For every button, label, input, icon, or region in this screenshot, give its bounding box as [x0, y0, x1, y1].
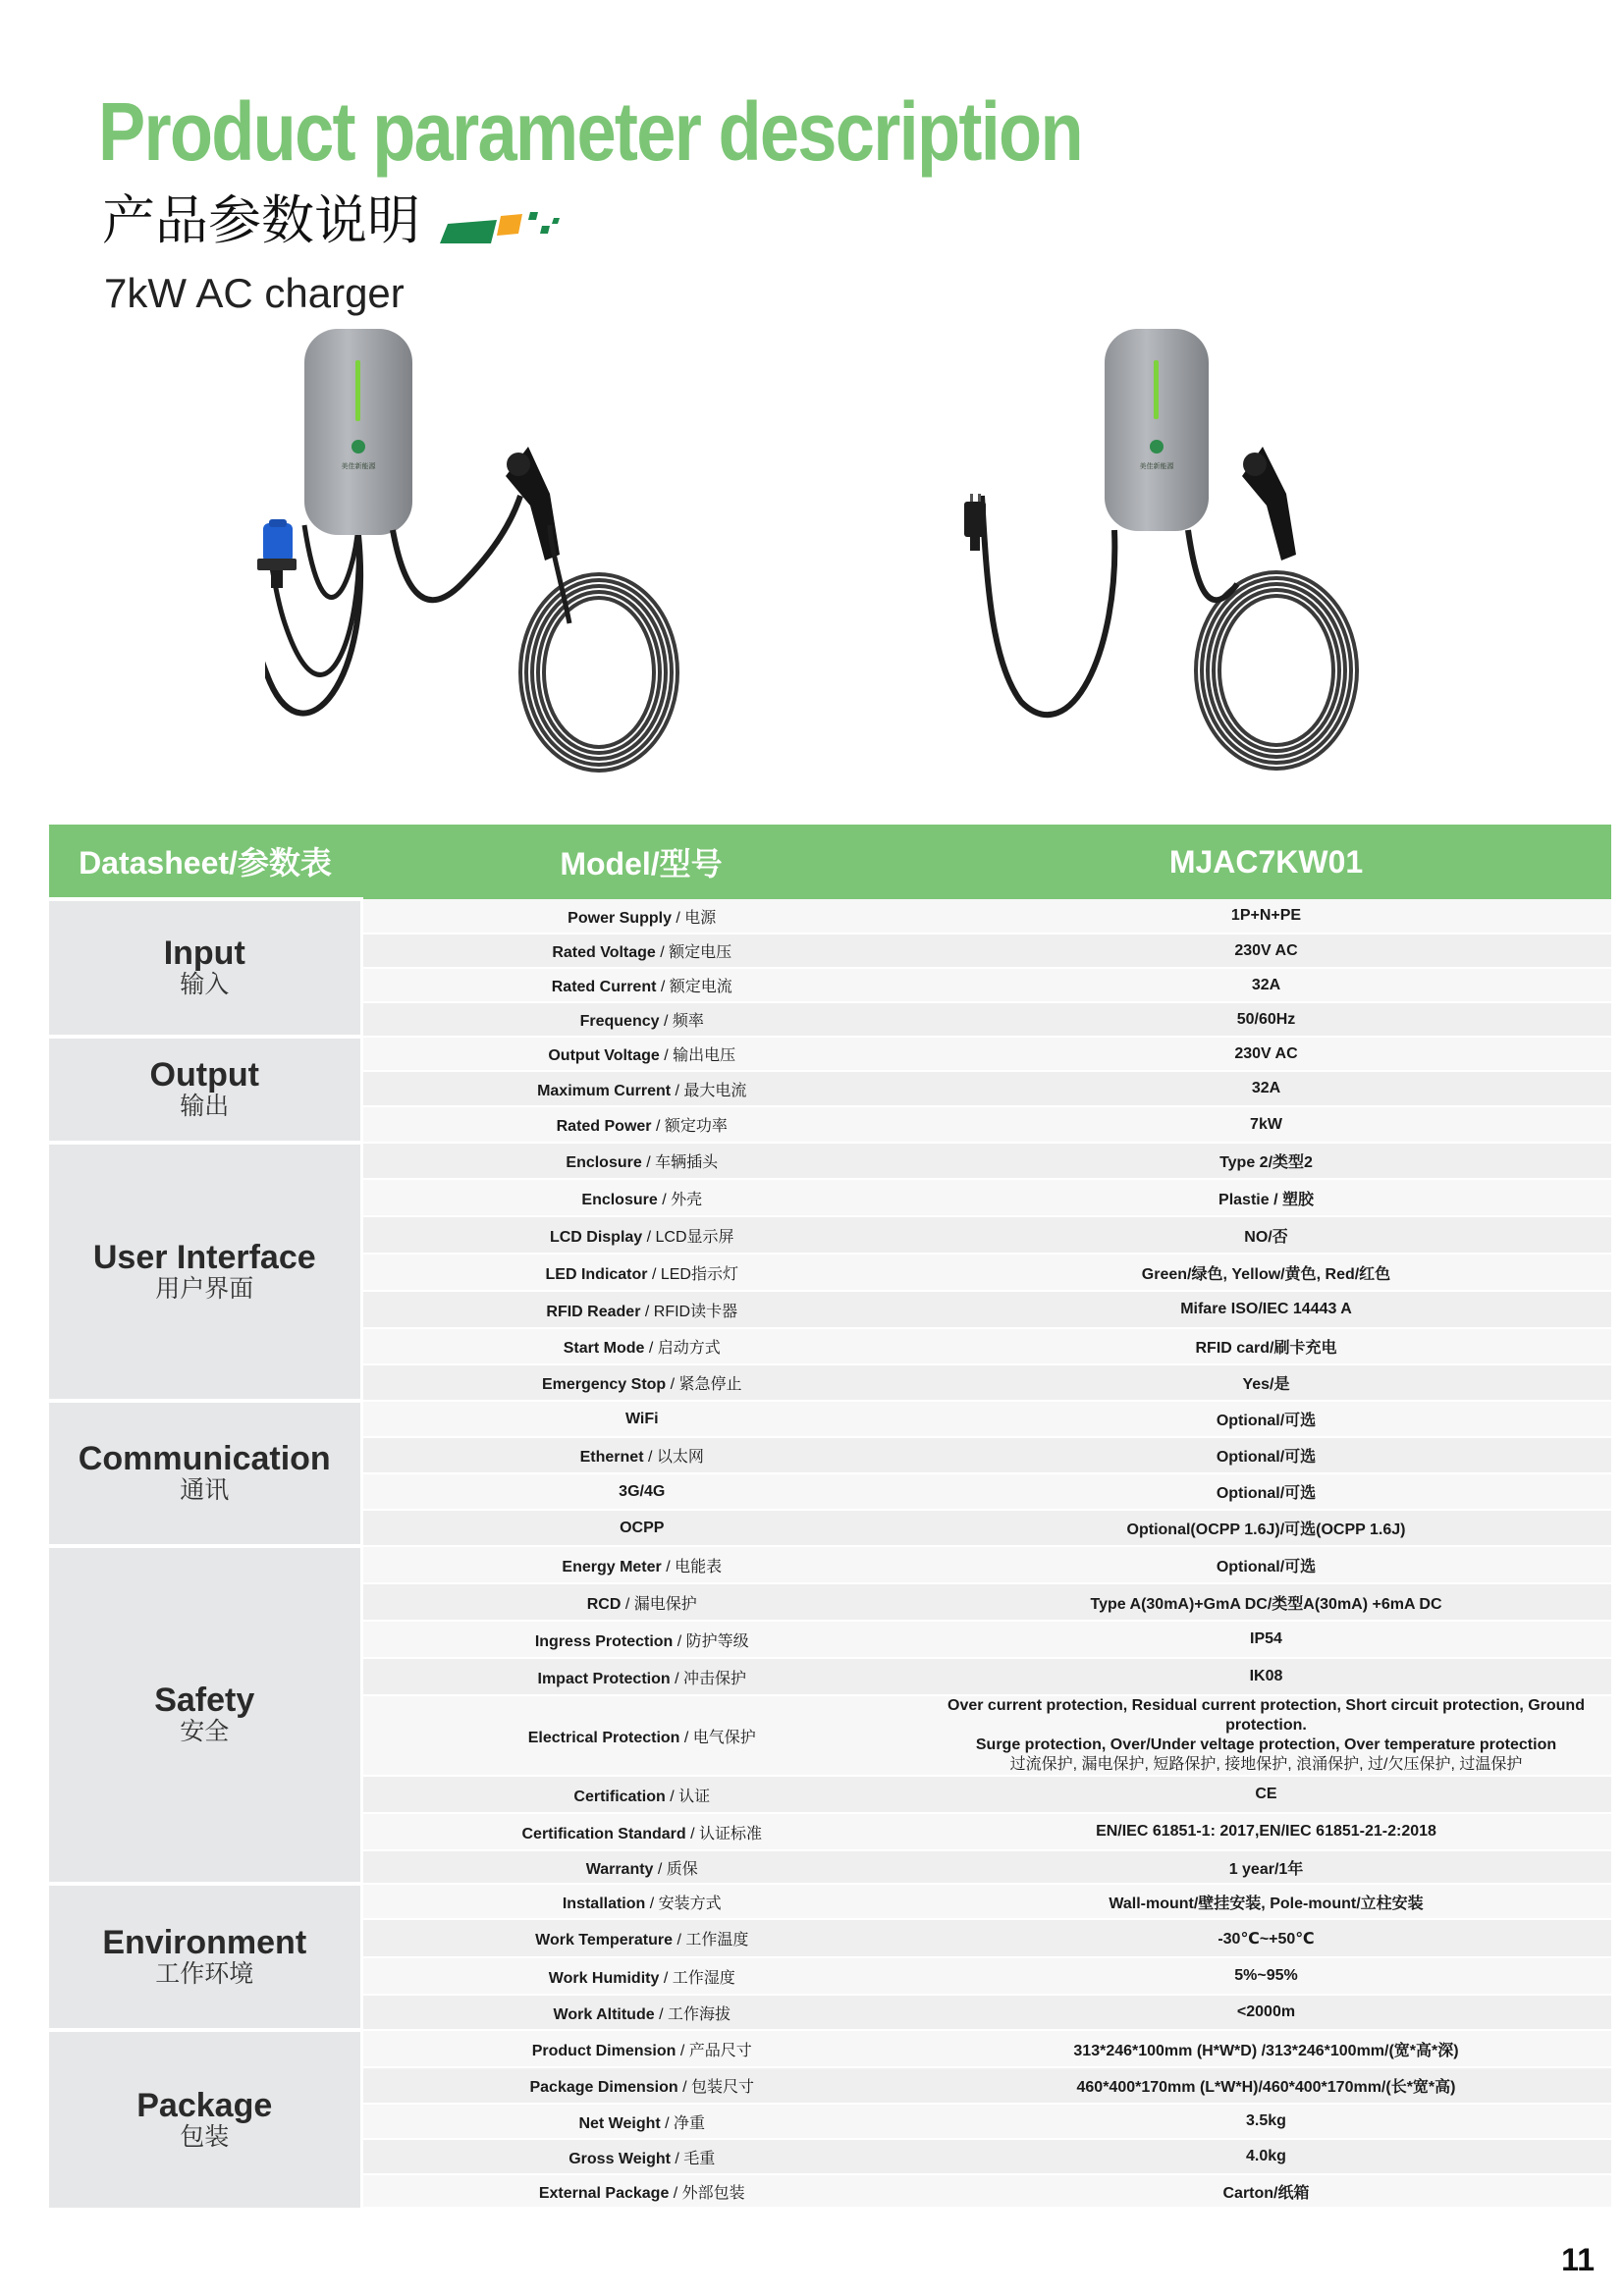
param-name-en: Ethernet: [579, 1449, 644, 1466]
param-name-cell: [361, 934, 921, 968]
param-value-cell: [921, 1179, 1611, 1216]
param-name-en: Electrical Protection: [527, 1729, 680, 1746]
param-name-cell: [361, 1179, 921, 1216]
param-name-cn: / 额定功率: [651, 1118, 728, 1135]
param-value: 32A: [1251, 976, 1281, 993]
group-name-en: Communication: [78, 1440, 331, 1478]
param-value: 460*400*170mm (L*W*H)/460*400*170mm/(长*宽*高): [1076, 2079, 1456, 2096]
param-name-cell: [361, 1473, 921, 1510]
coiled-cable: [520, 574, 677, 771]
param-name-cell: [361, 2104, 921, 2139]
param-value: Plastie / 塑胶: [1218, 1191, 1314, 1208]
group-label-input: [49, 899, 361, 1037]
param-value: IP54: [1250, 1630, 1282, 1647]
param-name-en: Emergency Stop: [541, 1376, 667, 1393]
param-name-cell: [361, 968, 921, 1002]
param-name-cell: [361, 1364, 921, 1401]
param-name-cell: [361, 2067, 921, 2104]
param-value-cell: [921, 934, 1611, 968]
param-name-cell: [361, 1106, 921, 1143]
param-value: -30℃~+50℃: [1218, 1930, 1315, 1948]
param-name-cell: [361, 1546, 921, 1583]
charger-logo-text: 美佳新能源: [1139, 463, 1174, 470]
group-label-package: [49, 2030, 361, 2208]
param-value: 1 year/1年: [1228, 1860, 1304, 1878]
param-name-cn: / 启动方式: [644, 1340, 721, 1357]
param-value: 4.0kg: [1246, 2148, 1286, 2164]
param-name-cell: [361, 1957, 921, 1995]
charger-body: [1105, 329, 1209, 531]
param-value-cell: [921, 1037, 1611, 1071]
param-name-en: Work Humidity: [548, 1969, 660, 1987]
param-name-cn: / 车辆插头: [641, 1154, 719, 1171]
industrial-plug-icon: [257, 519, 304, 590]
param-value: 1P+N+PE: [1230, 907, 1302, 924]
param-value: EN/IEC 61851-1: 2017,EN/IEC 61851-21-2:2018: [1096, 1823, 1436, 1840]
param-name-cn: / 外部包装: [669, 2184, 745, 2202]
table-row: [49, 1143, 1611, 1179]
param-value-cell: [921, 1813, 1611, 1850]
param-name-en: LED Indicator: [545, 1265, 648, 1283]
group-name-en: Output: [149, 1056, 259, 1095]
deco-green-bar: [440, 220, 497, 243]
datasheet-table: [49, 825, 1611, 2209]
param-value: Optional/可选: [1216, 1485, 1317, 1502]
page-number: 11: [1561, 2242, 1595, 2277]
param-name-en: Rated Power: [556, 1118, 652, 1135]
param-name-cell: [361, 899, 921, 934]
param-value: NO/否: [1244, 1228, 1288, 1246]
group-label-user-interface: [49, 1143, 361, 1401]
param-name-cn: / 紧急停止: [666, 1376, 742, 1393]
charger-illustration: [265, 329, 717, 790]
product-image-right: [943, 329, 1404, 790]
param-name-cn: / 工作温度: [673, 1932, 749, 1949]
param-name-en: Output Voltage: [548, 1047, 660, 1064]
param-value-cell: [921, 1546, 1611, 1583]
param-value-cell: [921, 1473, 1611, 1510]
param-name-en: Package Dimension: [529, 2079, 678, 2096]
param-name-cell: [361, 1401, 921, 1437]
param-name-en: External Package: [538, 2184, 670, 2202]
param-value: Type A(30mA)+GmA DC/类型A(30mA) +6mA DC: [1090, 1595, 1442, 1613]
param-value: 5%~95%: [1234, 1967, 1298, 1984]
param-name-en: Impact Protection: [537, 1670, 671, 1687]
group-label-safety: [49, 1546, 361, 1884]
param-name-cn: / 漏电保护: [621, 1595, 697, 1613]
nema-plug-icon: [960, 494, 990, 551]
param-value-cell: [921, 1919, 1611, 1957]
param-name-en: 3G/4G: [619, 1482, 666, 1500]
param-name-en: Work Temperature: [535, 1932, 674, 1949]
param-name-en: Work Altitude: [553, 2005, 655, 2023]
param-name-cell: [361, 1510, 921, 1546]
param-name-cn: / 安装方式: [645, 1895, 722, 1912]
title-cn-row: [102, 189, 562, 251]
led-strip: [355, 360, 360, 421]
param-value: RFID card/刷卡充电: [1195, 1340, 1337, 1357]
param-name-cell: [361, 1254, 921, 1291]
deco-green-square-2: [540, 226, 550, 234]
group-name-en: Package: [136, 2086, 273, 2124]
param-name-cn: / RFID读卡器: [640, 1303, 738, 1320]
param-value: CE: [1255, 1786, 1277, 1802]
param-value-cell: [921, 1776, 1611, 1813]
param-name-en: RCD: [586, 1595, 622, 1613]
param-name-cn: / LCD显示屏: [642, 1228, 734, 1246]
param-name-en: Frequency: [579, 1013, 660, 1030]
table-row: [49, 1037, 1611, 1071]
param-name-cn: / 以太网: [643, 1449, 704, 1466]
param-name-cell: [361, 1037, 921, 1071]
group-name-cn: 输入: [180, 971, 230, 999]
param-name-en: Rated Voltage: [552, 944, 656, 961]
param-name-cell: [361, 1216, 921, 1254]
param-name-cn: / 频率: [659, 1013, 704, 1030]
param-name-cell: [361, 1776, 921, 1813]
param-name-en: Warranty: [585, 1860, 654, 1878]
param-name-en: Ingress Protection: [534, 1632, 674, 1650]
brand-decoration-icon: [440, 206, 562, 245]
param-name-en: Installation: [562, 1895, 646, 1912]
param-value-cell: [921, 1106, 1611, 1143]
param-name-cell: [361, 2030, 921, 2067]
param-name-cell: [361, 2139, 921, 2174]
table-row: [49, 2030, 1611, 2067]
charger-body: [304, 329, 412, 535]
param-name-en: Energy Meter: [562, 1558, 662, 1575]
param-name-cn: / 外壳: [657, 1191, 703, 1208]
param-value: Optional(OCPP 1.6J)/可选(OCPP 1.6J): [1126, 1522, 1406, 1538]
param-name-en: Start Mode: [563, 1340, 645, 1357]
param-value: Over current protection, Residual current protection, Short circuit protection, Ground protection.: [947, 1697, 1585, 1734]
param-value-cell: [921, 899, 1611, 934]
param-value: Mifare ISO/IEC 14443 A: [1180, 1301, 1352, 1317]
param-name-cn: / LED指示灯: [647, 1265, 738, 1283]
page-subtitle: 7kW AC charger: [104, 270, 405, 316]
group-name-cn: 输出: [180, 1093, 230, 1121]
param-name-en: OCPP: [620, 1519, 665, 1536]
param-name-cn: / 产品尺寸: [676, 2042, 752, 2059]
table-row: [49, 1401, 1611, 1437]
param-value: Yes/是: [1242, 1376, 1290, 1393]
param-name-cn: / 毛重: [670, 2150, 716, 2167]
param-value: <2000m: [1236, 2003, 1296, 2020]
param-value-cell: [921, 1254, 1611, 1291]
param-value: Optional/可选: [1216, 1558, 1317, 1575]
param-name-cell: [361, 1002, 921, 1037]
param-value: 230V AC: [1234, 941, 1298, 959]
param-value-cell: [921, 1143, 1611, 1179]
param-value: Surge protection, Over/Under veltage protection, Over temperature protection: [975, 1736, 1557, 1753]
param-name-en: RFID Reader: [546, 1303, 641, 1320]
param-value: IK08: [1249, 1668, 1283, 1684]
param-name-cn: / 工作湿度: [659, 1969, 735, 1987]
param-value-cell: [921, 1401, 1611, 1437]
param-name-en: Enclosure: [581, 1191, 658, 1208]
param-value-cell: [921, 1002, 1611, 1037]
param-value-cell: [921, 1437, 1611, 1473]
group-label-environment: [49, 1884, 361, 2030]
param-name-cell: [361, 1583, 921, 1621]
param-value-cell: [921, 1658, 1611, 1695]
group-name-cn: 工作环境: [155, 1959, 254, 1988]
param-name-cn: / 额定电流: [656, 979, 732, 995]
param-name-cell: [361, 1621, 921, 1658]
group-name-en: Environment: [102, 1923, 307, 1961]
param-name-en: Certification Standard: [521, 1825, 686, 1842]
param-value-cell: [921, 1071, 1611, 1106]
param-name-en: Rated Current: [551, 979, 657, 995]
param-value-cell: [921, 1216, 1611, 1254]
header-model: Model/型号: [361, 825, 921, 899]
deco-green-square-3: [552, 218, 560, 224]
output-cable: [393, 496, 520, 600]
param-name-cn: / 净重: [660, 2114, 706, 2132]
param-value-cell: [921, 2139, 1611, 2174]
led-strip: [1154, 360, 1159, 419]
param-value-cell: [921, 1995, 1611, 2030]
group-label-communication: [49, 1401, 361, 1546]
deco-green-square-1: [528, 212, 538, 220]
param-value: Optional/可选: [1216, 1413, 1317, 1429]
param-value-cell: [921, 2174, 1611, 2208]
param-name-cell: [361, 1658, 921, 1695]
group-name-en: User Interface: [92, 1238, 316, 1276]
param-name-cn: / 防护等级: [673, 1632, 749, 1650]
group-label-output: [49, 1037, 361, 1143]
param-value: 50/60Hz: [1236, 1010, 1296, 1028]
param-name-cell: [361, 1884, 921, 1919]
output-cable: [1188, 530, 1237, 600]
group-name-en: Input: [163, 934, 245, 973]
param-value-cell: [921, 1695, 1611, 1776]
group-name-en: Safety: [154, 1682, 255, 1720]
param-name-cell: [361, 1291, 921, 1328]
param-name-cell: [361, 1071, 921, 1106]
product-image-left: [265, 329, 717, 790]
param-name-cn: / 质保: [653, 1860, 698, 1878]
param-value: 32A: [1251, 1080, 1281, 1096]
param-name-cn: / 额定电压: [655, 944, 732, 961]
param-value-cell: [921, 1510, 1611, 1546]
param-name-en: Gross Weight: [568, 2150, 671, 2167]
deco-orange-block: [497, 214, 522, 236]
param-name-cell: [361, 1437, 921, 1473]
table-row: [49, 899, 1611, 934]
page-title-cn: 产品参数说明: [102, 189, 420, 251]
param-name-cn: / 输出电压: [659, 1047, 736, 1064]
group-name-cn: 通讯: [180, 1476, 230, 1505]
param-name-cell: [361, 1813, 921, 1850]
table-body: [49, 899, 1611, 2208]
param-value-cell: [921, 1364, 1611, 1401]
param-value: Type 2/类型2: [1219, 1154, 1313, 1171]
charger-logo-text: 美佳新能源: [341, 463, 376, 470]
param-value: 313*246*100mm (H*W*D) /313*246*100mm/(宽*高*深): [1073, 2042, 1459, 2059]
param-name-cell: [361, 1919, 921, 1957]
param-value-cell: [921, 2104, 1611, 2139]
param-value: 过流保护, 漏电保护, 短路保护, 接地保护, 浪涌保护, 过/欠压保护, 过温保护: [1009, 1756, 1523, 1773]
table-row: [49, 1546, 1611, 1583]
param-value: Green/绿色, Yellow/黄色, Red/红色: [1141, 1265, 1391, 1283]
param-name-cn: / 电气保护: [679, 1729, 756, 1746]
param-value: 3.5kg: [1246, 2112, 1286, 2129]
param-value-cell: [921, 1621, 1611, 1658]
param-name-en: Maximum Current: [537, 1082, 672, 1099]
param-name-cell: [361, 1143, 921, 1179]
param-value: Carton/纸箱: [1222, 2184, 1310, 2202]
param-name-en: WiFi: [624, 1410, 659, 1427]
input-cable: [982, 496, 1114, 715]
param-name-cn: / 工作海拔: [654, 2005, 731, 2023]
param-value-cell: [921, 1328, 1611, 1364]
param-name-cn: / 电能表: [661, 1558, 723, 1575]
param-value: Wall-mount/壁挂安装, Pole-mount/立柱安装: [1109, 1895, 1424, 1912]
param-name-cell: [361, 2174, 921, 2208]
param-name-cell: [361, 1850, 921, 1884]
param-name-en: LCD Display: [549, 1228, 643, 1246]
param-name-en: Product Dimension: [531, 2042, 677, 2059]
param-value-cell: [921, 968, 1611, 1002]
param-value: 7kW: [1250, 1115, 1282, 1133]
param-name-en: Enclosure: [566, 1154, 642, 1171]
header-model-number: MJAC7KW01: [921, 825, 1611, 899]
header-datasheet: Datasheet/参数表: [49, 825, 361, 899]
param-name-cn: / 最大电流: [671, 1082, 747, 1099]
param-value: Optional/可选: [1216, 1449, 1317, 1466]
param-name-cn: / 电源: [671, 909, 717, 927]
param-value-cell: [921, 1884, 1611, 1919]
param-value-cell: [921, 1291, 1611, 1328]
table-header-row: [49, 825, 1611, 899]
table-row: [49, 1884, 1611, 1919]
param-value-cell: [921, 1957, 1611, 1995]
param-name-cell: [361, 1328, 921, 1364]
param-name-en: Certification: [573, 1788, 666, 1805]
page-title: Product parameter description: [98, 85, 1082, 178]
group-name-cn: 安全: [180, 1718, 230, 1746]
param-value-cell: [921, 2030, 1611, 2067]
param-value-cell: [921, 1850, 1611, 1884]
charger-illustration: [943, 329, 1404, 790]
group-name-cn: 用户界面: [155, 1274, 254, 1303]
param-name-en: Power Supply: [568, 909, 672, 927]
param-name-en: Net Weight: [578, 2114, 661, 2132]
param-name-cell: [361, 1695, 921, 1776]
param-value-cell: [921, 1583, 1611, 1621]
param-value-cell: [921, 2067, 1611, 2104]
param-value: 230V AC: [1234, 1044, 1298, 1062]
param-name-cn: / 认证: [665, 1788, 711, 1805]
param-name-cn: / 认证标准: [685, 1825, 762, 1842]
group-name-cn: 包装: [180, 2122, 230, 2151]
param-name-cn: / 包装尺寸: [677, 2079, 754, 2096]
param-name-cn: / 冲击保护: [670, 1670, 746, 1687]
param-name-cell: [361, 1995, 921, 2030]
